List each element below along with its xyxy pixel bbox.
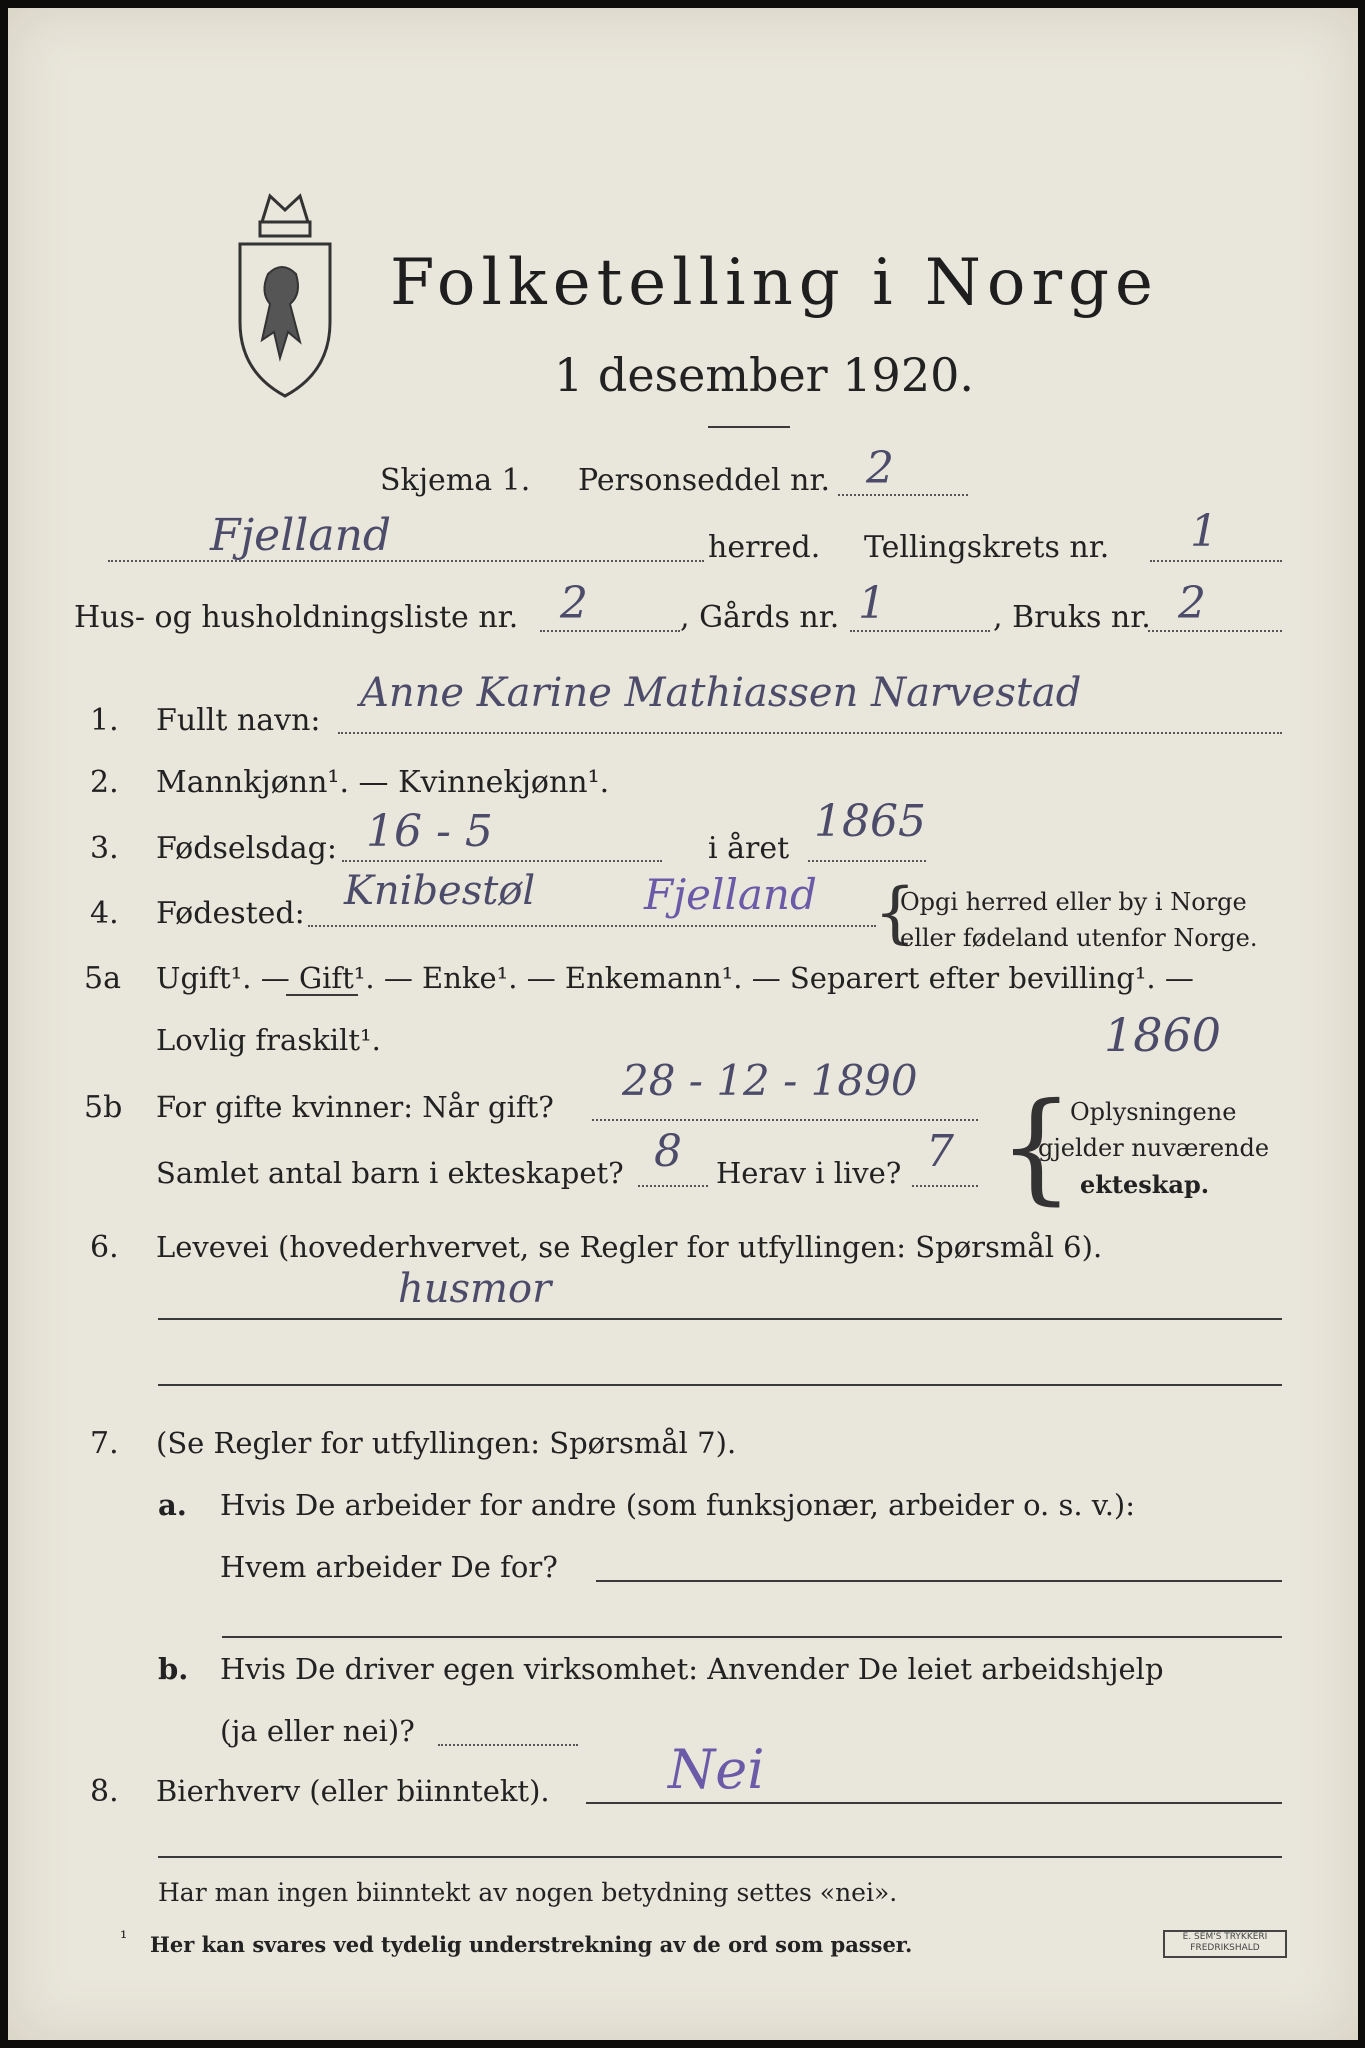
q4-line <box>308 925 876 927</box>
q3-year-label: i året <box>708 831 790 866</box>
q7a-line2: Hvem arbeider De for? <box>220 1550 558 1584</box>
q7a-letter: a. <box>158 1488 187 1522</box>
q5a-marital-options[interactable]: Ugift¹. — Gift¹. — Enke¹. — Enkemann¹. — Separert efter bevilling¹. — <box>156 961 1194 995</box>
q7-number: 7. <box>90 1426 119 1461</box>
q5b-label1: For gifte kvinner: Når gift? <box>156 1090 554 1124</box>
q8-line2 <box>158 1856 1282 1858</box>
bruks-label: , Bruks nr. <box>993 600 1151 635</box>
q3-year-line <box>808 860 926 862</box>
q6-line1 <box>158 1318 1282 1320</box>
birthplace-correction[interactable]: Fjelland <box>644 870 817 919</box>
q5a-margin-value[interactable]: 1860 <box>1104 1008 1222 1062</box>
q4-note-line2: eller fødeland utenfor Norge. <box>900 924 1258 952</box>
q5b-line2 <box>638 1185 708 1187</box>
q8-line <box>586 1802 1282 1804</box>
tellingskrets-label: Tellingskrets nr. <box>864 530 1110 565</box>
gards-line <box>850 630 990 632</box>
q4-brace: { <box>874 874 916 951</box>
q7b-letter: b. <box>158 1652 189 1686</box>
q7b-line1: Hvis De driver egen virksomhet: Anvender De leiet arbeidshjelp <box>220 1652 1164 1686</box>
q7b-line2: (ja eller nei)? <box>220 1714 415 1748</box>
hus-line <box>540 630 680 632</box>
hus-label: Hus- og husholdningsliste nr. <box>74 600 519 635</box>
footnote: Her kan svares ved tydelig understrekning av de ord som passer. <box>150 1932 913 1957</box>
q5b-number: 5b <box>84 1090 123 1125</box>
q1-label: Fullt navn: <box>156 703 321 738</box>
q3-number: 3. <box>90 831 119 866</box>
bruks-value[interactable]: 2 <box>1178 578 1206 629</box>
q7a-answer-line1[interactable] <box>596 1580 1282 1582</box>
q4-number: 4. <box>90 896 119 931</box>
census-form-page <box>8 8 1358 2040</box>
q7b-answer-line[interactable] <box>438 1744 578 1746</box>
q5b-brace: { <box>998 1078 1075 1217</box>
q7-label: (Se Regler for utfyllingen: Spørsmål 7). <box>156 1426 737 1460</box>
q1-line <box>338 732 1282 734</box>
personseddel-label: Personseddel nr. <box>578 463 831 498</box>
herred-value[interactable]: Fjelland <box>210 510 392 561</box>
q6-number: 6. <box>90 1230 119 1265</box>
herred-label: herred. <box>708 530 821 565</box>
q3-day-line <box>342 860 662 862</box>
q1-number: 1. <box>90 703 119 738</box>
census-date: 1 desember 1920. <box>554 348 974 402</box>
form-title: Folketelling i Norge <box>390 246 1159 320</box>
q2-number: 2. <box>90 765 119 800</box>
q5b-note-line1: Oplysningene <box>1070 1098 1237 1126</box>
gift-underline <box>286 994 358 996</box>
q4-note-line1: Opgi herred eller by i Norge <box>900 888 1247 916</box>
full-name-value[interactable]: Anne Karine Mathiassen Narvestad <box>360 670 1082 716</box>
hus-value[interactable]: 2 <box>560 578 588 629</box>
q8-label: Bierhverv (eller biinntekt). <box>156 1774 550 1808</box>
printer-stamp: E. SEM'S TRYKKERI FREDRIKSHALD <box>1163 1930 1287 1958</box>
personseddel-value[interactable]: 2 <box>866 443 894 494</box>
marriage-date-value[interactable]: 28 - 12 - 1890 <box>622 1056 918 1105</box>
q5a-line2[interactable]: Lovlig fraskilt¹. <box>156 1023 381 1057</box>
skjema-label: Skjema 1. <box>380 463 531 498</box>
bruks-line <box>1148 630 1282 632</box>
tellingskrets-line <box>1150 560 1282 562</box>
herred-line <box>108 560 704 562</box>
q5b-note-line2: gjelder nuværende <box>1038 1134 1270 1162</box>
q5b-line3 <box>912 1185 978 1187</box>
birth-year-value[interactable]: 1865 <box>814 796 926 847</box>
q3-label: Fødselsdag: <box>156 831 337 866</box>
q6-line2 <box>158 1384 1282 1386</box>
personseddel-line <box>838 494 968 496</box>
side-income-value[interactable]: Nei <box>668 1738 765 1801</box>
occupation-value[interactable]: husmor <box>398 1266 552 1312</box>
footer-note: Har man ingen biinntekt av nogen betydning settes «nei». <box>158 1878 898 1907</box>
q2-gender-options[interactable]: Mannkjønn¹. — Kvinnekjønn¹. <box>156 765 610 800</box>
tellingskrets-value[interactable]: 1 <box>1190 506 1218 557</box>
birthday-value[interactable]: 16 - 5 <box>366 806 493 857</box>
children-total-value[interactable]: 8 <box>654 1126 682 1177</box>
q5b-label2: Samlet antal barn i ekteskapet? <box>156 1156 624 1190</box>
q6-label: Levevei (hovederhvervet, se Regler for utfyllingen: Spørsmål 6). <box>156 1230 1103 1264</box>
title-divider <box>708 426 790 428</box>
q7a-answer-line2[interactable] <box>222 1636 1282 1638</box>
q5b-label3: Herav i live? <box>716 1156 902 1190</box>
q8-number: 8. <box>90 1774 119 1809</box>
gards-value[interactable]: 1 <box>858 578 886 629</box>
q5b-line1 <box>592 1119 978 1121</box>
q7a-line1: Hvis De arbeider for andre (som funksjonær, arbeider o. s. v.): <box>220 1488 1136 1522</box>
q5a-number: 5a <box>84 961 121 996</box>
birthplace-value[interactable]: Knibestøl <box>344 868 536 914</box>
coat-of-arms-icon <box>230 182 340 402</box>
q4-label: Fødested: <box>156 896 305 931</box>
children-alive-value[interactable]: 7 <box>926 1126 954 1177</box>
gards-label: , Gårds nr. <box>680 600 840 635</box>
footnote-marker: ¹ <box>120 1928 128 1949</box>
q5b-note-line3: ekteskap. <box>1080 1170 1210 1199</box>
